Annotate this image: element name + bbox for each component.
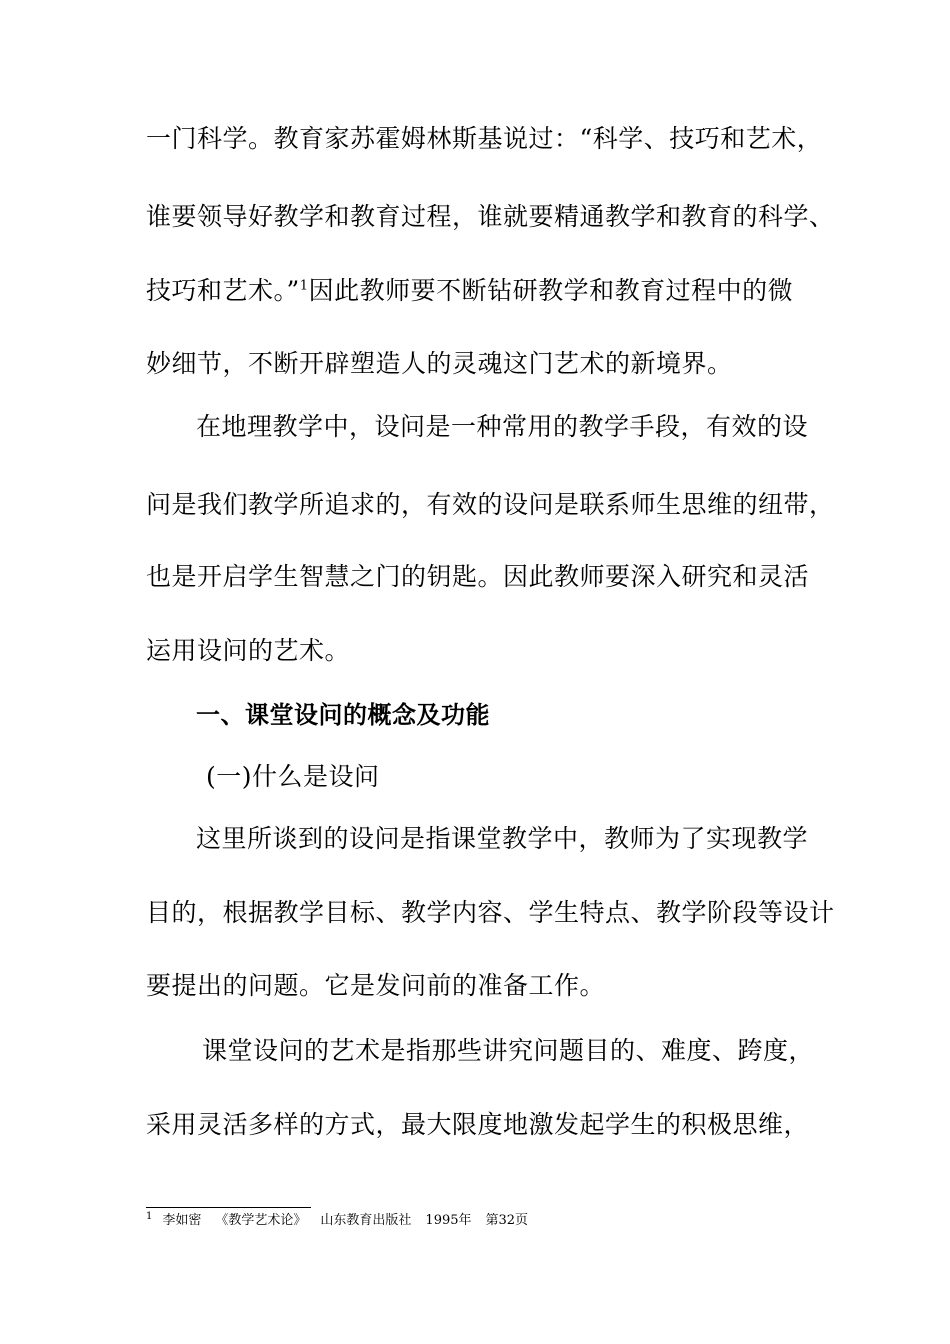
section-heading: 一、课堂设问的概念及功能	[196, 701, 490, 729]
body-line-13: 采用灵活多样的方式，最大限度地激发起学生的积极思维，	[146, 1110, 810, 1139]
footnote-title: 《教学艺术论》	[215, 1213, 307, 1228]
body-line-11: 要提出的问题。它是发问前的准备工作。	[146, 971, 606, 1000]
body-line-12: 课堂设问的艺术是指那些讲究问题目的、难度、跨度，	[202, 1036, 815, 1065]
footnote-year: 1995年	[425, 1213, 472, 1228]
body-line-10: 目的，根据教学目标、教学内容、学生特点、教学阶段等设计	[146, 898, 835, 927]
body-line-2: 谁要领导好教学和教育过程，谁就要精通教学和教育的科学、	[146, 202, 835, 231]
footnote	[146, 1212, 528, 1230]
footnote-divider	[146, 1207, 311, 1208]
footnote-page: 第32页	[485, 1213, 529, 1228]
body-line-8: 运用设问的艺术。	[146, 636, 351, 665]
footnote-publisher: 山东教育出版社	[320, 1213, 412, 1228]
subsection-heading: (一)什么是设问	[206, 762, 380, 791]
body-line-9: 这里所谈到的设问是指课堂教学中，教师为了实现教学	[196, 824, 809, 853]
body-line-6: 问是我们教学所追求的，有效的设问是联系师生思维的纽带，	[146, 490, 835, 519]
body-line-3	[146, 276, 793, 306]
body-line-5: 在地理教学中，设问是一种常用的教学手段，有效的设	[196, 412, 809, 441]
footnote-mark: 1	[146, 1210, 153, 1222]
body-line-7: 也是开启学生智慧之门的钥匙。因此教师要深入研究和灵活	[146, 562, 810, 591]
body-line-3-rest: 因此教师要不断钻研教学和教育过程中的微	[308, 276, 794, 305]
footnote-author: 李如密	[162, 1213, 202, 1228]
footnote-reference: 1	[299, 278, 309, 294]
body-line-3-quote-end: 技巧和艺术。”	[146, 276, 300, 305]
body-line-1: 一门科学。教育家苏霍姆林斯基说过：“科学、技巧和艺术，	[146, 124, 823, 153]
body-line-4: 妙细节，不断开辟塑造人的灵魂这门艺术的新境界。	[146, 349, 733, 378]
